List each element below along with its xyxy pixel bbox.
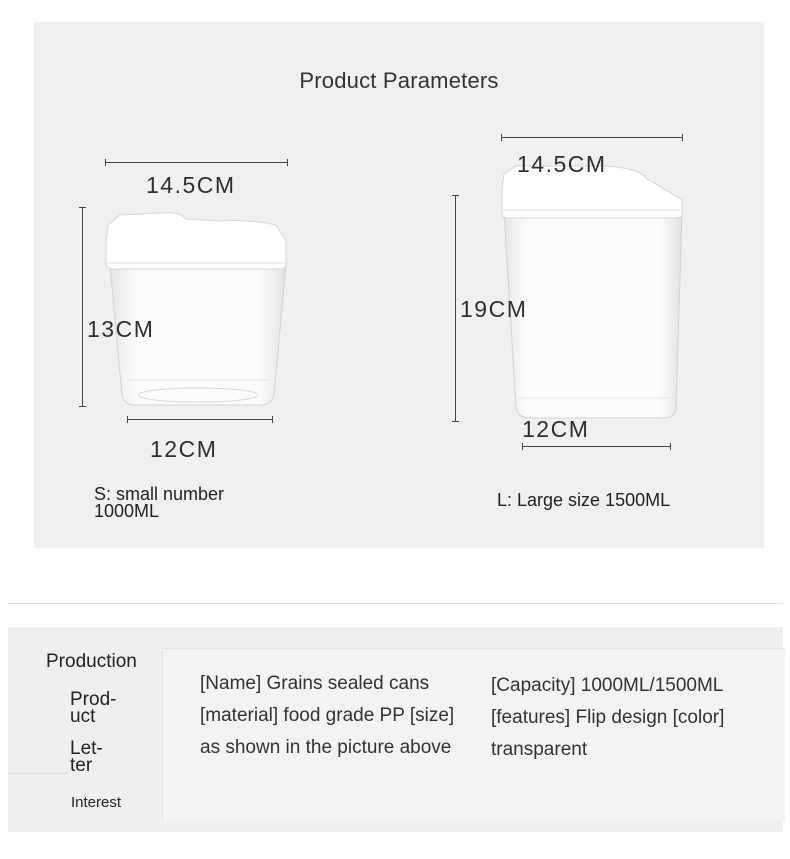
interest-label: Interest (71, 794, 122, 811)
small-width-dimension-line (105, 162, 288, 163)
product-info-left: [Name] Grains sealed cans [material] food grade PP [size] as shown in the picture above (200, 673, 455, 758)
product-label: Prod- uct (70, 689, 117, 727)
small-height-tick-top (79, 207, 86, 208)
large-height-tick-bottom (452, 421, 459, 422)
product-info-right: [Capacity] 1000ML/1500ML [features] Flip design [color] transparent (491, 675, 725, 760)
small-width-tick-right (287, 159, 288, 166)
large-height-dimension-line (455, 195, 456, 422)
large-base-label: 12CM (522, 416, 590, 442)
large-base-tick-right (670, 443, 671, 450)
small-base-tick-right (272, 416, 273, 423)
large-size-caption: L: Large size 1500ML (497, 490, 671, 510)
large-container-image (496, 160, 690, 428)
section-divider (8, 603, 783, 604)
small-height-dimension-line (82, 207, 83, 407)
large-base-dimension-line (522, 446, 671, 447)
small-size-caption: S: small number 1000ML (94, 484, 225, 521)
production-heading: Production (46, 651, 137, 672)
small-container-image (100, 205, 295, 415)
small-height-label: 13CM (87, 316, 155, 342)
large-width-dimension-line (501, 137, 683, 138)
small-base-label: 12CM (150, 436, 218, 462)
small-width-tick-left (105, 159, 106, 166)
large-width-label: 14.5CM (517, 151, 607, 177)
large-width-tick-right (682, 134, 683, 141)
small-base-tick-left (127, 416, 128, 423)
small-base-dimension-line (127, 419, 273, 420)
small-height-tick-bottom (79, 406, 86, 407)
letter-underline (8, 773, 68, 774)
large-height-tick-top (452, 195, 459, 196)
small-width-label: 14.5CM (146, 172, 236, 198)
large-base-tick-left (522, 443, 523, 450)
page-title: Product Parameters (299, 68, 499, 93)
letter-label: Let- ter (70, 738, 103, 776)
large-width-tick-left (501, 134, 502, 141)
large-height-label: 19CM (460, 296, 528, 322)
